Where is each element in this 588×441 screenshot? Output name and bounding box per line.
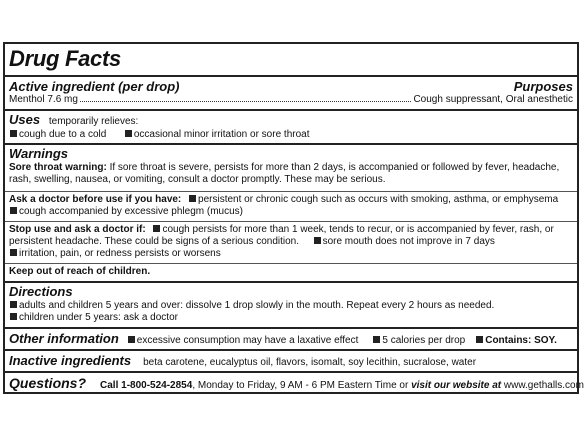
- stop-use-label: Stop use and ask a doctor if:: [9, 224, 146, 235]
- bullet-icon: [189, 195, 196, 202]
- bullet-icon: [314, 237, 321, 244]
- questions-heading: Questions?: [9, 375, 87, 391]
- divider: [5, 263, 577, 264]
- divider: [5, 281, 577, 283]
- inactive-ingredients-text: beta carotene, eucalyptus oil, flavors, isomalt, soy lecithin, sucralose, water: [143, 357, 477, 368]
- bullet-icon: [10, 301, 17, 308]
- bullet-icon: [373, 336, 380, 343]
- uses-item: occasional minor irritation or sore throat: [133, 129, 310, 140]
- keep-out-section: [5, 266, 577, 278]
- uses-heading: Uses: [9, 112, 41, 127]
- stop-use-item: cough persists for more than 1 week, tends to recur, or is accompanied by fever, rash, or: [162, 224, 554, 235]
- stop-use-item: irritation, pain, or redness persists or worsens: [19, 248, 221, 259]
- directions-item: adults and children 5 years and over: dissolve 1 drop slowly in the mouth. Repeat every 2 hours as needed.: [19, 300, 495, 311]
- bullet-icon: [10, 249, 17, 256]
- divider: [5, 109, 577, 111]
- questions-section: [5, 375, 584, 392]
- hours-text: , Monday to Friday, 9 AM - 6 PM Eastern Time or: [192, 380, 412, 391]
- divider: [5, 327, 577, 329]
- warnings-section: [5, 146, 577, 186]
- ask-doctor-item: persistent or chronic cough such as occurs with smoking, asthma, or emphysema: [198, 194, 559, 205]
- ask-doctor-section: [5, 194, 577, 218]
- other-info-item: excessive consumption may have a laxative effect: [136, 335, 359, 346]
- sore-throat-warning-text-2: rash, swelling, nausea, or vomiting, consult a doctor promptly. These may be serious.: [9, 174, 386, 185]
- warnings-heading: Warnings: [9, 146, 68, 161]
- dot-leader: [80, 100, 412, 102]
- ask-doctor-item: cough accompanied by excessive phlegm (mucus): [19, 206, 243, 217]
- stop-use-item-cont: persistent headache. These could be signs of a serious condition.: [9, 236, 299, 247]
- directions-section: [5, 284, 577, 324]
- bullet-icon: [10, 130, 17, 137]
- drug-facts-title: Drug Facts: [9, 46, 121, 71]
- bullet-icon: [125, 130, 132, 137]
- purposes-heading: Purposes: [513, 79, 573, 94]
- other-info-item: 5 calories per drop: [382, 335, 466, 346]
- bullet-icon: [128, 336, 135, 343]
- divider: [5, 371, 577, 373]
- bullet-icon: [476, 336, 483, 343]
- active-ingredient-name: Menthol 7.6 mg: [9, 94, 78, 105]
- active-ingredient-section: [5, 79, 577, 106]
- divider: [5, 349, 577, 351]
- bullet-icon: [153, 225, 160, 232]
- uses-section: [5, 112, 577, 141]
- sore-throat-warning-label: Sore throat warning:: [9, 162, 107, 173]
- stop-use-item: sore mouth does not improve in 7 days: [322, 236, 495, 247]
- sore-throat-warning-text: If sore throat is severe, persists for more than 2 days, is accompanied or followed by fever, headache,: [109, 162, 560, 173]
- inactive-ingredients-heading: Inactive ingredients: [9, 353, 132, 368]
- active-ingredient-heading: Active ingredient (per drop): [9, 79, 180, 94]
- keep-out-of-reach: Keep out of reach of children.: [9, 266, 151, 277]
- inactive-ingredients-section: [5, 353, 577, 369]
- website-url: www.gethalls.com: [501, 380, 584, 391]
- other-information-heading: Other information: [9, 331, 119, 346]
- stop-use-section: [5, 224, 577, 260]
- phone-number: Call 1-800-524-2854: [100, 380, 193, 391]
- ask-doctor-label: Ask a doctor before use if you have:: [9, 194, 182, 205]
- drug-facts-panel: [3, 42, 584, 394]
- contains-allergen: Contains: SOY.: [485, 335, 557, 346]
- bullet-icon: [10, 313, 17, 320]
- divider: [5, 191, 577, 192]
- directions-item: children under 5 years: ask a doctor: [19, 312, 178, 323]
- other-information-section: [5, 331, 577, 347]
- uses-item: cough due to a cold: [19, 129, 107, 140]
- directions-heading: Directions: [9, 284, 73, 299]
- divider: [5, 221, 577, 222]
- divider: [5, 143, 577, 145]
- active-ingredient-purpose: Cough suppressant, Oral anesthetic: [413, 94, 573, 105]
- visit-website-text: visit our website at: [411, 380, 502, 391]
- drug-facts-title-section: [5, 46, 577, 72]
- divider: [5, 75, 577, 77]
- uses-intro: temporarily relieves:: [48, 116, 139, 127]
- bullet-icon: [10, 207, 17, 214]
